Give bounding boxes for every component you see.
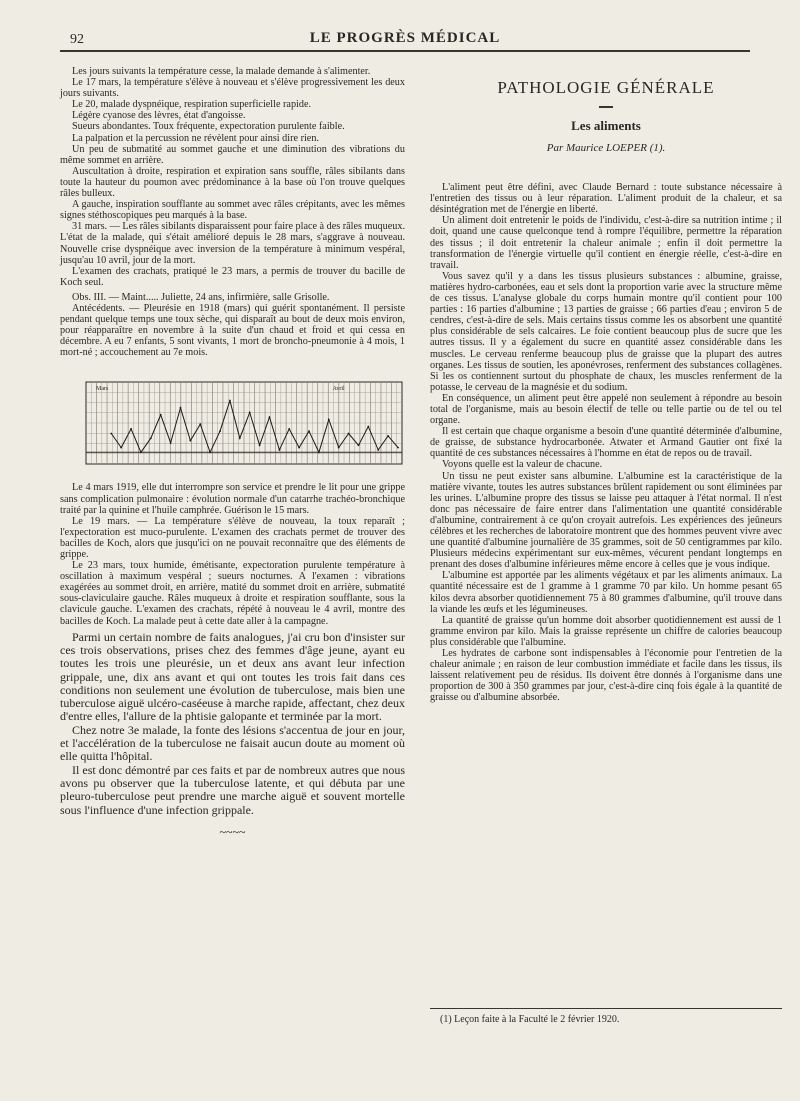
- temperature-point: [180, 407, 182, 409]
- temperature-point: [130, 428, 132, 430]
- temperature-point: [278, 449, 280, 451]
- temperature-point: [348, 433, 350, 435]
- temperature-point: [209, 452, 211, 454]
- paragraph: L'albumine est apportée par les aliments végétaux et par les aliments animaux. La quantité nécessaire est de 1 gramme à 1 gramme 70 par kilo. Un homme pesant 65 kilos devra absorber quotidiennement 75 à 80 grammes d'albumine, qu'il trouve dans la viande les œufs et les légumineuses.: [430, 570, 782, 615]
- byline: Par Maurice LOEPER (1).: [546, 142, 666, 154]
- paragraph: Les jours suivants la température cesse, la malade demande à s'alimenter.: [72, 66, 371, 77]
- paragraph: Un peu de submatité au sommet gauche et une diminution des vibrations du même sommet en arrière.: [60, 143, 405, 166]
- temperature-point: [367, 426, 369, 428]
- paragraph: Voyons quelle est la valeur de chacune.: [442, 459, 603, 471]
- paragraph: Parmi un certain nombre de faits analogues, j'ai cru bon d'insister sur ces trois observations, prises chez des femmes d'âge jeune, ayant eu toutes les trois une pleurésie, un et deux ans avant leur infection grippale, une, dix ans avant et qui ont toutes les trois fait dans ces conditions non seulement une évolution de tuberculose, mais bien une tuberculose aiguë ulcéro-caséeuse à marche rapide, affectant, chez deux d'entre elles, l'allure de la phtisie galopante et terminée par la mort.: [60, 629, 405, 724]
- temperature-point: [397, 447, 399, 449]
- temperature-point: [269, 417, 271, 419]
- temperature-point: [387, 435, 389, 437]
- footnote-divider: [430, 1008, 782, 1009]
- paragraph: Il est donc démontré par ces faits et par de nombreux autres que nous avons pu observer que la tuberculose latente, et qui débuta par une pleuro-tuberculose peut prendre une marche aiguë et souvent mortelle sous l'influence d'une infection grippale.: [60, 762, 405, 817]
- temperature-point: [160, 414, 162, 416]
- temperature-point: [229, 400, 231, 402]
- paragraph: Un tissu ne peut exister sans albumine. L'albumine est la caractéristique de la matière vivante, toutes les autres substances brûlent rapidement ou sont éliminées par les urines. L'albumine propre des tissus se laisse peu attaquer à l'état normal. Il n'est donc pas nécessaire de faire entrer dans l'alimentation une quantité considérable d'albumine, contrairement à ce qu'on croyait autrefois. Les expériences des jeûneurs célèbres et les recherches de laboratoire montrent que des hommes peuvent vivre avec une quantité d'albumine journalière de 35 grammes, soit de 50 centigrammes par kilo. Plusieurs médecins expérimentant sur eux-mêmes, vécurent pendant longtemps en prenant des doses d'albumine inférieures même encore à celles que je vous indique.: [430, 470, 782, 571]
- paragraph: Le 20, malade dyspnéique, respiration superficielle rapide.: [72, 99, 312, 111]
- temperature-point: [318, 452, 320, 454]
- section-title: PATHOLOGIE GÉNÉRALE: [497, 78, 715, 97]
- journal-title: LE PROGRÈS MÉDICAL: [309, 30, 501, 46]
- temperature-chart-svg: [72, 372, 404, 468]
- observation-heading: Obs. III. — Maint..... Juliette, 24 ans, infirmière, salle Grisolle.: [72, 291, 330, 303]
- month-label: Mars: [96, 386, 109, 393]
- temperature-point: [170, 442, 172, 444]
- paragraph: Il est certain que chaque organisme a besoin d'une quantité déterminée d'albumine, de graisse, de substance hydrocarbonée. Atwater et Armand Gautier ont fixé la quantité de ces substances nécessaires à l'homme en état de repos ou de travail.: [430, 426, 782, 460]
- temperature-point: [199, 424, 201, 426]
- temperature-point: [259, 445, 261, 447]
- paragraph: Le 4 mars 1919, elle dut interrompre son service et prendre le lit pour une grippe sans complication pulmonaire : évolution normale d'un catarrhe trachéo-bronchique traité par la quinine et l'huile camphrée. Guérison le 15 mars.: [60, 482, 405, 516]
- temperature-point: [249, 412, 251, 414]
- temperature-point: [110, 433, 112, 435]
- temperature-point: [120, 447, 122, 449]
- title-divider: [599, 106, 613, 108]
- paragraph: 31 mars. — Les râles sibilants disparaissent pour faire place à des râles muqueux. L'état de la malade, qui s'était amélioré depuis le 28 mars, s'aggrave à nouveau. Nouvelle crise dyspnéique avec inversion de la température à minimum vespéral, jusqu'au 10 avril, jour de la mort.: [60, 221, 405, 266]
- temperature-point: [377, 449, 379, 451]
- right-column: [430, 66, 782, 704]
- paragraph: Le 17 mars, la température s'élève à nouveau et s'élève progressivement les deux jours suivants.: [60, 77, 405, 100]
- paragraph: Antécédents. — Pleurésie en 1918 (mars) qui guérit spontanément. Il persiste pendant quelque temps une toux sèche, qui disparaît au bout de deux mois environ, pour réapparaître en novembre à la suite d'un chaud et froid et qui cessa en décembre. A eu 7 enfants, 5 sont vivants, 1 mort de broncho-pneumonie à 4 mois, 1 mort-né ; accouchement au 7e mois.: [60, 302, 405, 359]
- paragraph: La palpation et la percussion ne révèlent pour ainsi dire rien.: [72, 132, 319, 144]
- temperature-point: [288, 428, 290, 430]
- temperature-point: [328, 419, 330, 421]
- footnote: (1) Leçon faite à la Faculté le 2 février 1920.: [440, 1014, 620, 1025]
- paragraph: Les hydrates de carbone sont indispensables à l'économie pour l'entretien de la chaleur animale ; en raison de leur combustion immédiate et facile dans les tissus, ils laissent relativement peu de résidus. Ils doivent être donnés à l'organisme dans une proportion de 300 à 350 grammes par jour, c'est-à-dire cinq fois égale à la quantité de graisse ou d'albumine absorbée.: [430, 648, 782, 704]
- temperature-point: [358, 445, 360, 447]
- temperature-chart: [72, 372, 404, 468]
- temperature-point: [239, 438, 241, 440]
- temperature-point: [189, 440, 191, 442]
- month-label: Avril: [332, 386, 345, 393]
- page-number: 92: [70, 32, 84, 47]
- temperature-point: [308, 431, 310, 433]
- temperature-point: [140, 452, 142, 454]
- paragraph: Chez notre 3e malade, la fonte des lésions s'accentua de jour en jour, et l'accélération de la tuberculose ne faisait aucun doute au moment où elle quitta l'hôpital.: [60, 722, 405, 764]
- article-title: Les aliments: [571, 118, 641, 133]
- temperature-point: [298, 447, 300, 449]
- paragraph: Sueurs abondantes. Toux fréquente, expectoration purulente faible.: [72, 121, 345, 133]
- paragraph: Légère cyanose des lèvres, état d'angoisse.: [72, 110, 246, 122]
- paragraph: Le 19 mars. — La température s'élève de nouveau, la toux reparaît ; l'expectoration est muco-purulente. L'examen des crachats permet de trouver des bacilles de Koch, alors que jusqu'ici on ne pouvait reconnaître que des éléments de grippe.: [60, 515, 405, 560]
- temperature-point: [150, 438, 152, 440]
- end-ornament: ~~~~: [219, 824, 246, 839]
- paragraph: Le 23 mars, toux humide, émétisante, expectoration purulente température à oscillation à maximum vespéral ; sueurs nocturnes. A l'examen : vibrations exagérées au sommet droit, en arrière, matité du sommet droit en arrière, submatité sous-claviculaire gauche. Râles muqueux à droite et respiration soufflante, sous la clavicule gauche. L'examen des crachats, répété à nouveau le 4 avril, montre des bacilles de Koch. La malade peut à cette date aller à la campagne.: [60, 560, 405, 627]
- temperature-point: [338, 447, 340, 449]
- paragraph: Auscultation à droite, respiration et expiration sans souffle, râles sibilants dans toute la hauteur du poumon avec prédominance à la base où l'on trouve quelques râles bulleux.: [60, 165, 405, 200]
- paragraph: L'aliment peut être défini, avec Claude Bernard : toute substance nécessaire à l'entretien des tissus ou à leur réparation. L'aliment produit de la chaleur, et sa désintégration met de l'énergie en liberté.: [430, 182, 782, 216]
- paragraph: A gauche, inspiration soufflante au sommet avec râles crépitants, avec les mêmes signes stéthoscopiques peu marqués à la base.: [60, 199, 405, 222]
- paragraph: La quantité de graisse qu'un homme doit absorber quotidiennement est aussi de 1 gramme environ par kilo. Mais la graisse représente un chiffre de calories beaucoup plus considérable que l'albumine.: [430, 614, 782, 648]
- paragraph: En conséquence, un aliment peut être appelé non seulement à répondre au besoin total de l'organisme, mais au besoin électif de telle ou telle partie ou de tel ou tel organe.: [430, 392, 782, 427]
- temperature-point: [219, 431, 221, 433]
- paragraph: Vous savez qu'il y a dans les tissus plusieurs substances : albumine, graisse, matières hydro-carbonées, eau et sels dont la proportion varie avec la structure même de ces tissus. L'analyse globale du corps humain montre qu'il contient pour 100 parties : 16 parties d'albumine ; 13 parties de graisse ; 66 parties d'eau ; environ 5 de cendres, c'est-à-dire de sels. Mais certains tissus comme les os absorbent une quantité plus considérable de sels calcaires. Le foie contient beaucoup plus de sucre que les autres tissus. Il y a également du sucre en quantité assez considérable dans les muscles. Le cerveau renferme beaucoup plus de graisse que la plupart des autres organes. Les tissus de soutien, les aponévroses, renferment des substances collagènes. Si les os contiennent surtout du phosphate de chaux, les muscles renferment de la potasse, le cerveau de la magnésie et du sodium.: [430, 270, 782, 393]
- paragraph: Un aliment doit entretenir le poids de l'individu, c'est-à-dire sa nutrition intime ; il doit, quand une cause quelconque tend à rompre l'équilibre, permettre la réparation des tissus ; il doit entretenir la chaleur animale ; enfin il doit permettre la transformation de l'énergie virtuelle qu'il contient en énergie réelle, c'est-à-dire en travail.: [430, 215, 782, 271]
- page-header: [60, 28, 750, 52]
- paragraph: L'examen des crachats, pratiqué le 23 mars, a permis de trouver du bacille de Koch seul.: [60, 265, 405, 288]
- left-column: [60, 66, 405, 838]
